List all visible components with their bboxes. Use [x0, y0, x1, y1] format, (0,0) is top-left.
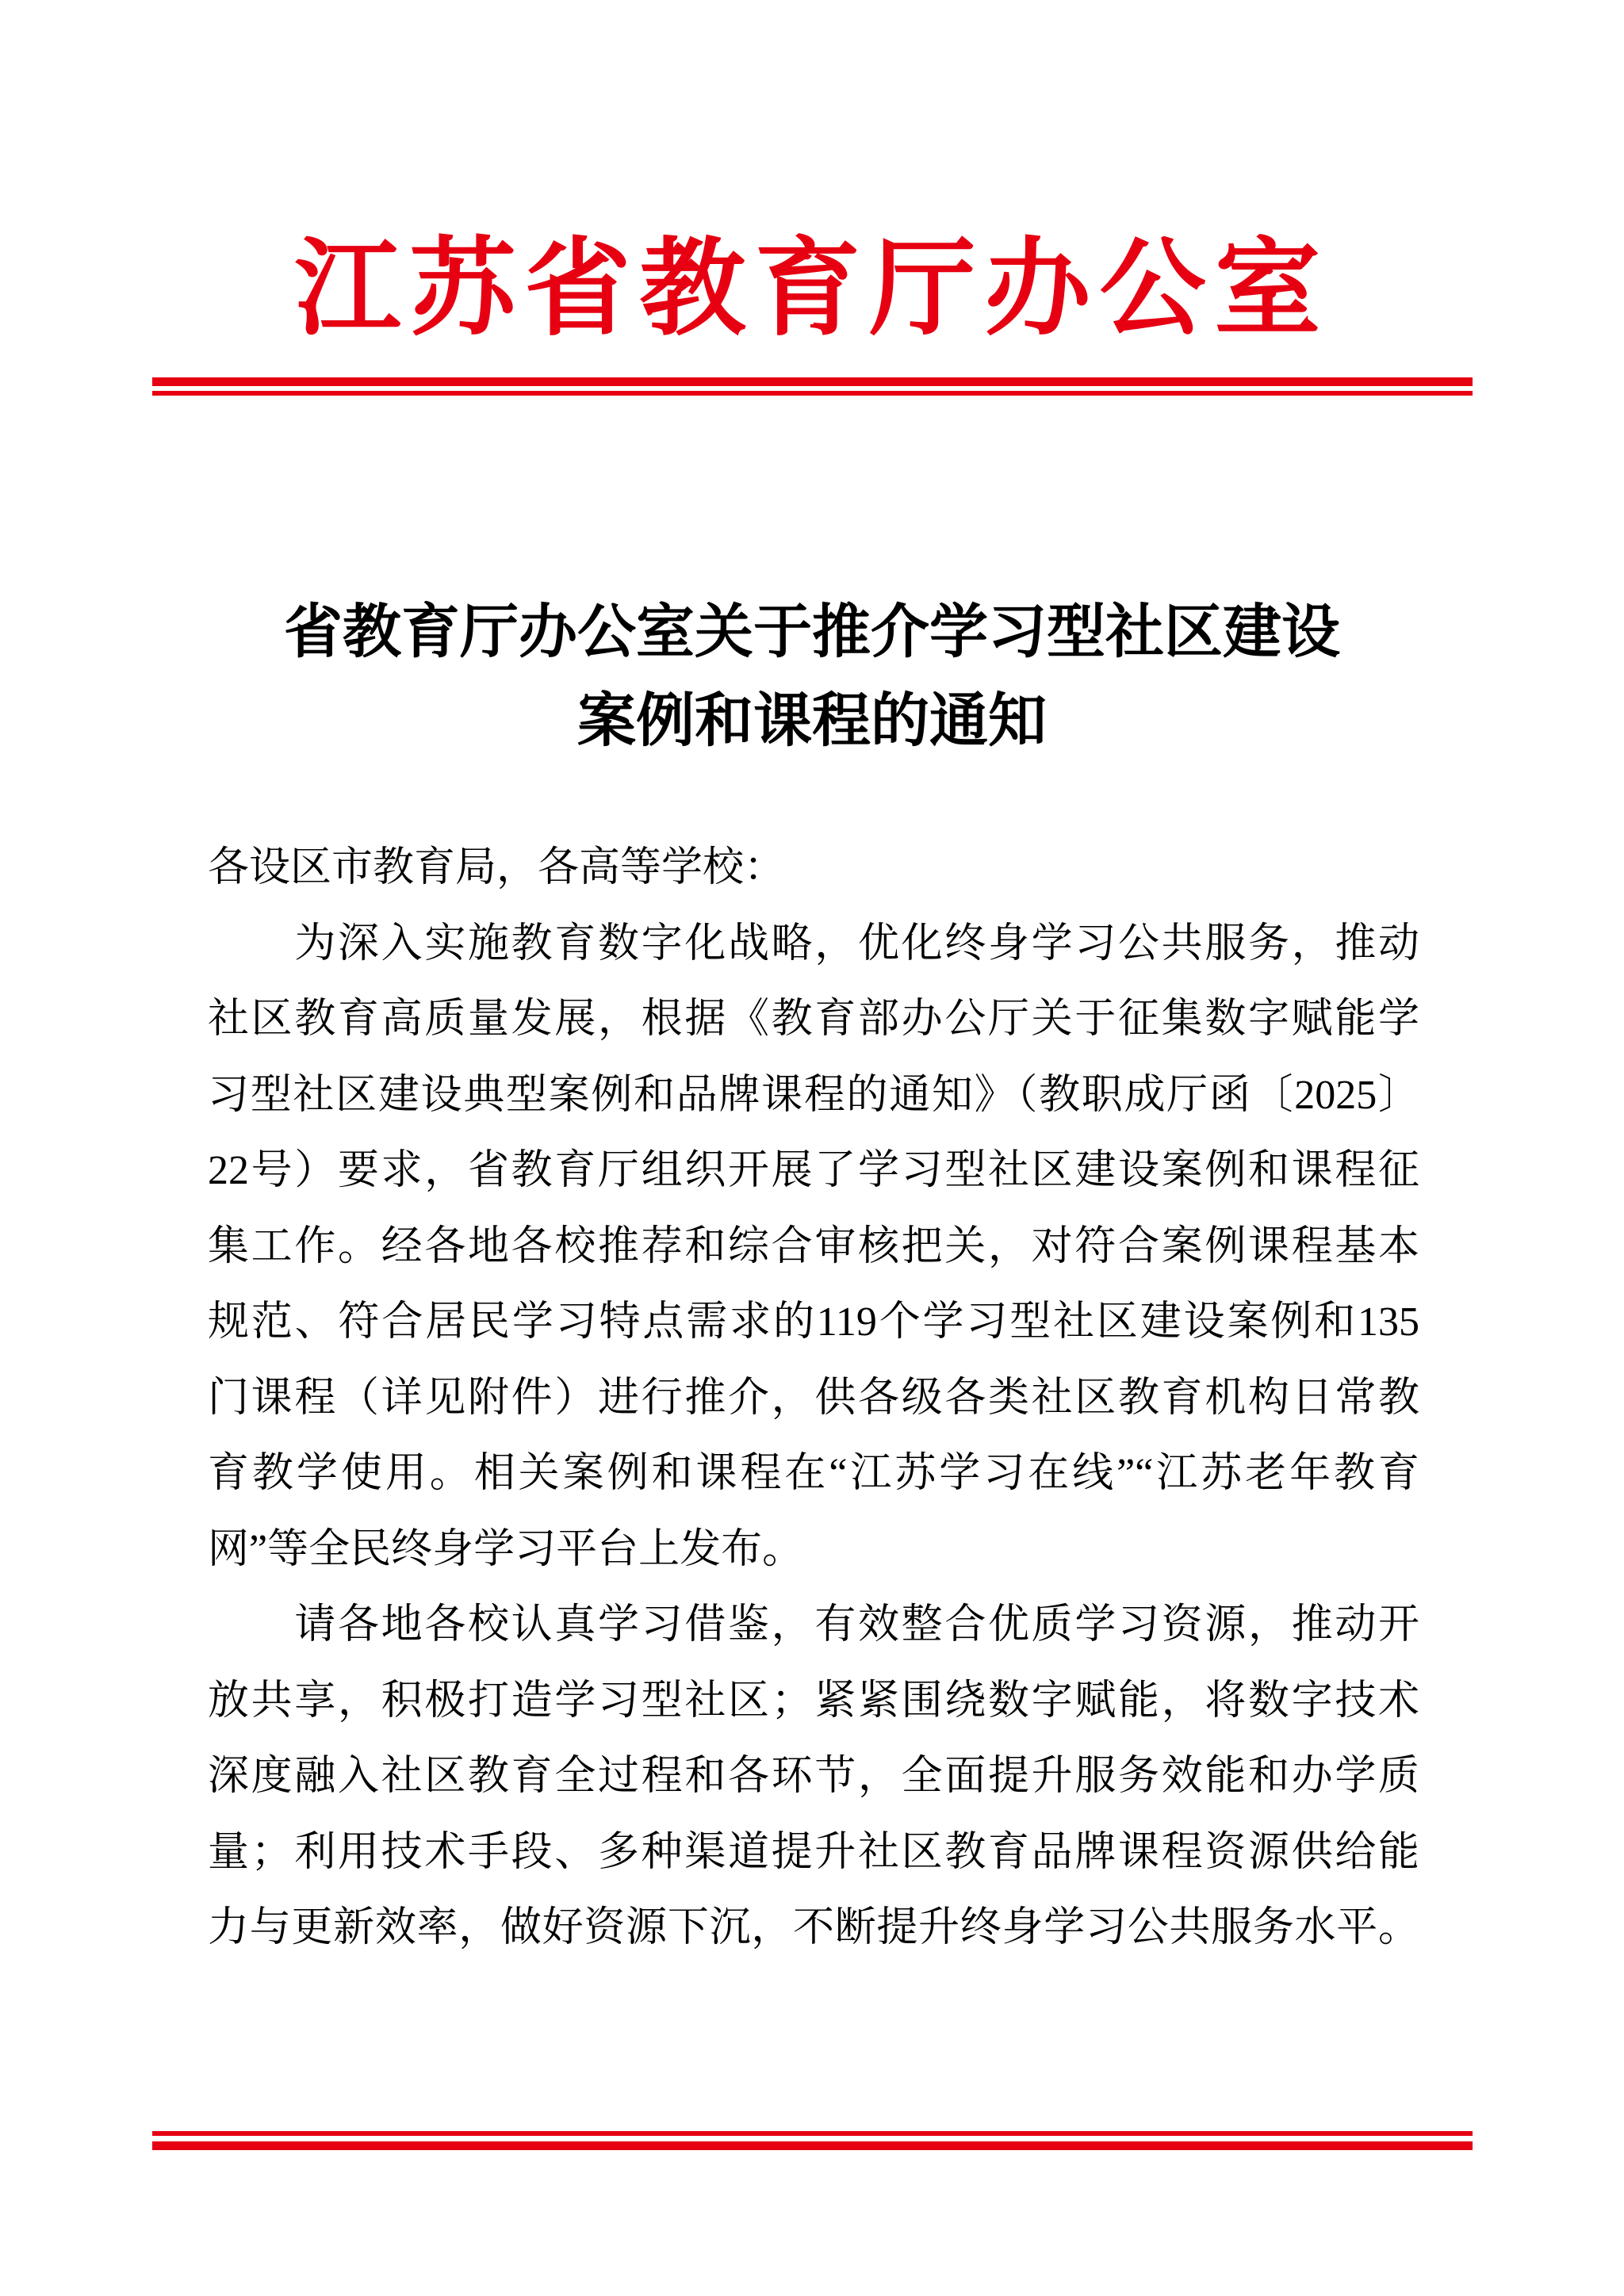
document-title-line-1: 省教育厅办公室关于推介学习型社区建设 [284, 600, 1340, 665]
letterhead-org-name: 江苏省教育厅办公室 [294, 231, 1330, 348]
body-text [208, 830, 1419, 1966]
body-line: 为深入实施教育数字化战略，优化终身学习公共服务，推动 [208, 920, 1419, 966]
body-line: 育教学使用。相关案例和课程在“江苏学习在线”“江苏老年教育 [208, 1451, 1419, 1496]
body-line: 放共享，积极打造学习型社区；紧紧围绕数字赋能，将数字技术 [208, 1678, 1419, 1724]
body-line: 量；利用技术手段、多种渠道提升社区教育品牌课程资源供给能 [208, 1829, 1419, 1875]
body-line: 各设区市教育局，各高等学校： [208, 845, 786, 890]
document-title-line-2: 案例和课程的通知 [577, 689, 1047, 754]
body-line: 请各地各校认真学习借鉴，有效整合优质学习资源，推动开 [208, 1602, 1419, 1647]
header-rule-thin [152, 391, 1473, 396]
header-rule-thick [152, 377, 1473, 386]
footer-rule-thick [152, 2141, 1473, 2150]
body-line: 22号）要求，省教育厅组织开展了学习型社区建设案例和课程征 [208, 1148, 1419, 1193]
body-line: 力与更新效率，做好资源下沉，不断提升终身学习公共服务水平。 [208, 1905, 1419, 1950]
body-line: 集工作。经各地各校推荐和综合审核把关，对符合案例课程基本 [208, 1223, 1419, 1269]
body-line: 深度融入社区教育全过程和各环节，全面提升服务效能和办学质 [208, 1754, 1419, 1799]
body-line: 习型社区建设典型案例和品牌课程的通知》（教职成厅函〔2025〕 [208, 1072, 1419, 1118]
body-line: 门课程（详见附件）进行推介，供各级各类社区教育机构日常教 [208, 1375, 1419, 1421]
body-line: 社区教育高质量发展，根据《教育部办公厅关于征集数字赋能学 [208, 997, 1419, 1042]
footer-rule-thin [152, 2131, 1473, 2136]
body-line: 规范、符合居民学习特点需求的119个学习型社区建设案例和135 [208, 1299, 1419, 1345]
document-title [0, 588, 1624, 766]
body-line: 网”等全民终身学习平台上发布。 [208, 1526, 804, 1572]
